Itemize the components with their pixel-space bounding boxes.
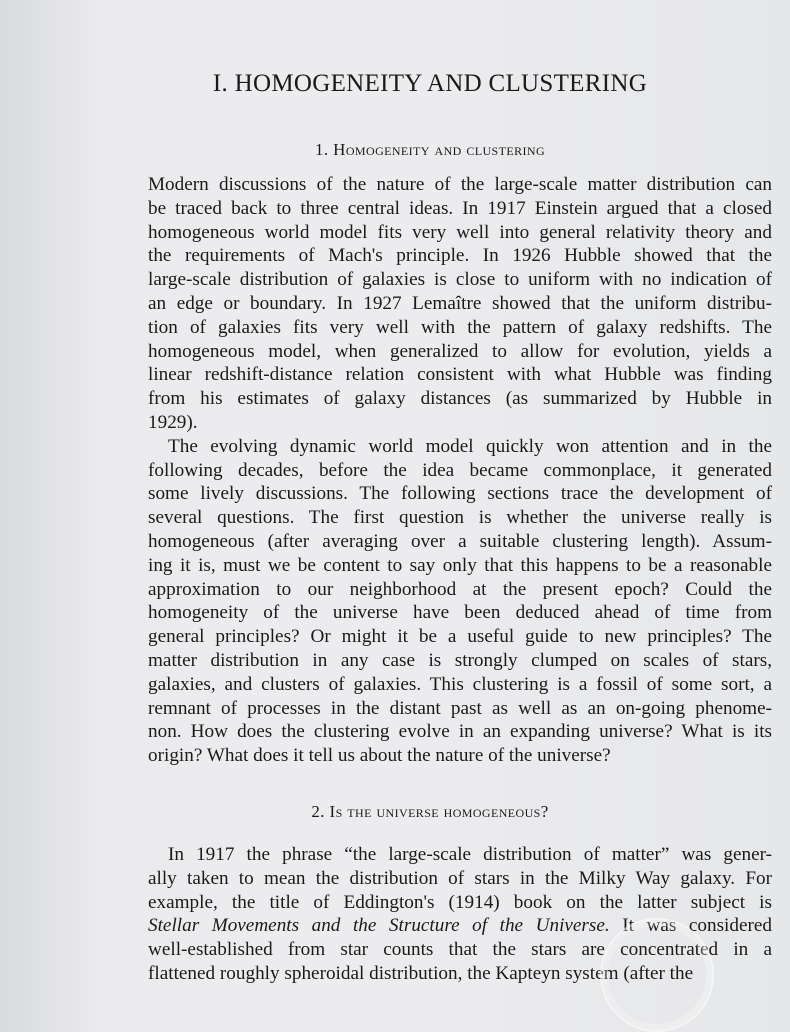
text-line: some lively discussions. The following sections trace the development of	[148, 483, 772, 505]
text-line: well-established from star counts that the stars are concentrated in a	[148, 939, 772, 961]
book-title-italic: Stellar Movements and the Structure of the Universe.	[148, 915, 610, 937]
text-line: galaxies, and clusters of galaxies. This clustering is a fossil of some sort, a	[148, 673, 772, 695]
text-line: following decades, before the idea became commonplace, it generated	[148, 459, 772, 481]
text-line: the requirements of Mach's principle. In 1926 Hubble showed that the	[148, 245, 772, 267]
text-line: flattened roughly spheroidal distribution, the Kapteyn system (after the	[148, 962, 694, 984]
section-heading-2: 2. Is the universe homogeneous?	[311, 802, 549, 821]
text-line: from his estimates of galaxy distances (as summarized by Hubble in	[148, 388, 772, 410]
text-line: origin? What does it tell us about the nature of the universe?	[148, 745, 611, 767]
text-line: remnant of processes in the distant past as well as an on-going phenome-	[148, 697, 772, 719]
text-line: be traced back to three central ideas. In 1917 Einstein argued that a closed	[148, 197, 772, 219]
text-line: an edge or boundary. In 1927 Lemaître showed that the uniform distribu-	[148, 292, 772, 314]
text-line: example, the title of Eddington's (1914) book on the latter subject is	[148, 891, 772, 913]
section-heading-1: 1. Homogeneity and clustering	[314, 140, 546, 159]
text-line: homogeneous world model fits very well into general relativity theory and	[148, 221, 772, 243]
text-line: homogeneity of the universe have been deduced ahead of time from	[148, 602, 772, 624]
chapter-title: I. HOMOGENEITY AND CLUSTERING	[212, 70, 648, 97]
text-line: Modern discussions of the nature of the large-scale matter distribution can	[148, 174, 772, 195]
text-line: 1929).	[148, 411, 198, 433]
text-line: ing it is, must we be content to say only that this happens to be a reasonable	[148, 554, 772, 576]
text-line: non. How does the clustering evolve in an expanding universe? What is its	[148, 721, 772, 743]
text-line: homogeneous model, when generalized to allow for evolution, yields a	[148, 340, 772, 362]
text-line: The evolving dynamic world model quickly won attention and in the	[168, 435, 772, 457]
text-span: It was considered	[609, 915, 772, 937]
text-line: linear redshift-distance relation consistent with what Hubble was finding	[148, 364, 772, 386]
text-line: several questions. The first question is whether the universe really is	[148, 507, 772, 529]
text-line: tion of galaxies fits very well with the pattern of galaxy redshifts. The	[148, 316, 772, 338]
section-1-body	[148, 173, 772, 768]
text-line: general principles? Or might it be a useful guide to new principles? The	[148, 626, 772, 648]
text-line: ally taken to mean the distribution of stars in the Milky Way galaxy. For	[148, 867, 772, 889]
text-line: large-scale distribution of galaxies is close to uniform with no indication of	[148, 269, 772, 291]
watermark-seal	[600, 918, 714, 1032]
text-line: homogeneous (after averaging over a suitable clustering length). Assum-	[148, 530, 772, 552]
text-line: matter distribution in any case is strongly clumped on scales of stars,	[148, 649, 772, 671]
text-line: In 1917 the phrase “the large-scale distribution of matter” was gener-	[168, 844, 772, 865]
text-line: approximation to our neighborhood at the present epoch? Could the	[148, 578, 772, 600]
